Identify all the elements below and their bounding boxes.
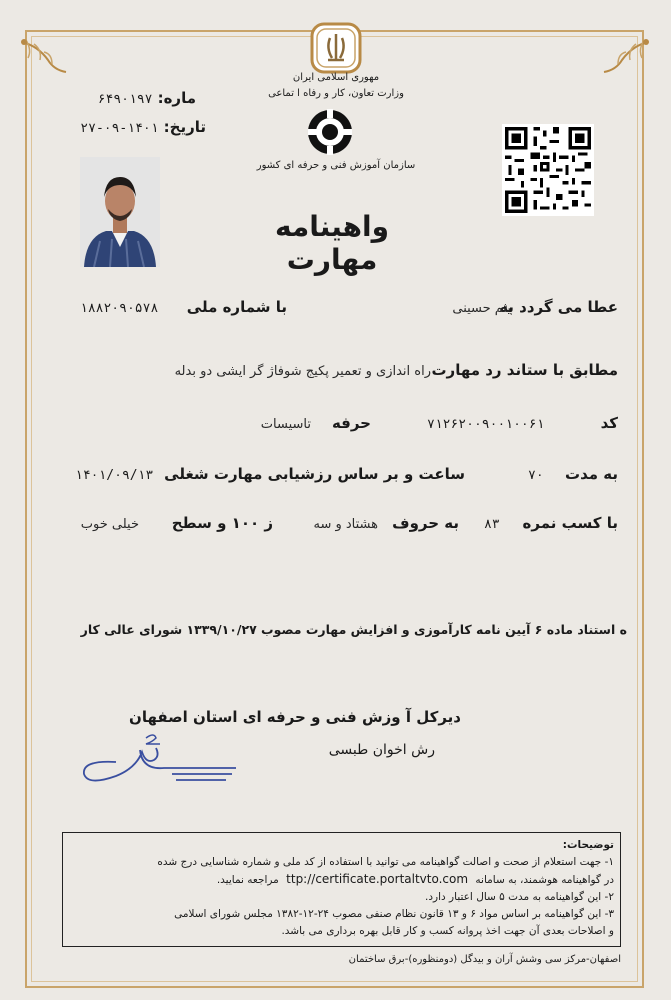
qr-code-icon — [502, 124, 594, 216]
level-label: ز ۱۰۰ و سطح — [171, 514, 273, 532]
issue-date-value: ۱۴۰۱-۰۹-۲۷ — [80, 121, 159, 136]
holder-name: یثم حسینی — [452, 301, 511, 316]
standard-value: راه اندازی و تعمیر پکیج شوفاژ گر ایشی دو بدله — [174, 364, 431, 379]
notes-heading: توضیحات: — [562, 839, 614, 851]
national-id-value: ۱۸۸۲۰۹۰۵۷۸ — [80, 301, 159, 316]
serial-value: ۶۴۹۰۱۹۷ — [97, 92, 153, 107]
header-line-ministry: وزارت تعاون، کار و رفاه ا تماعی — [268, 88, 404, 99]
certificate-url-link[interactable]: ttp://certificate.portaltvto.com — [286, 872, 469, 886]
standard-label: مطابق با ستاند رد مهارت — [431, 361, 618, 379]
header-line-country: مهوری اسلامی ایران — [292, 72, 380, 83]
exam-label: ساعت و بر ساس رزشیابی مهارت شغلی — [164, 465, 465, 483]
issuing-center: اصفهان-مرکز سی وشش آران و بیدگل (دومنظوره)-برق ساختمان — [348, 954, 621, 965]
trade-label: حرفه — [331, 414, 371, 432]
level-value: خیلی خوب — [80, 517, 139, 532]
legal-basis: ه استناد ماده ۶ آیین نامه کارآموزی و افزایش مهارت مصوب ۱۳۳۹/۱۰/۲۷ شورای عالی کار — [80, 622, 627, 637]
notes-line-5: و اصلاحات بعدی آن جهت اخذ پروانه کسب و کار قابل بهره برداری می باشد. — [281, 925, 614, 937]
letters-value: هشتاد و سه — [313, 517, 378, 532]
notes-line-2-post: مراجعه نمایید. — [216, 874, 279, 886]
score-value: ۸۳ — [484, 517, 500, 532]
signatory-name: رش اخوان طبسی — [328, 742, 435, 758]
duration-value: ۷۰ — [528, 468, 544, 483]
corner-ornament-right-icon — [600, 36, 652, 76]
duration-label: به مدت — [565, 465, 618, 483]
tvto-logo-icon — [303, 107, 357, 157]
signature-icon — [76, 730, 246, 790]
iran-emblem-icon — [308, 20, 364, 76]
notes-line-1: ۱- جهت استعلام از صحت و اصالت گواهینامه می توانید با استفاده از کد ملی و شماره شناسایی درج شده — [157, 856, 614, 868]
serial-number — [66, 88, 196, 107]
holder-photo — [80, 157, 160, 267]
notes-line-2 — [69, 871, 614, 889]
trade-value: تاسیسات — [260, 417, 311, 432]
notes-line-3: ۲- این گواهینامه به مدت ۵ سال اعتبار دارد. — [425, 891, 614, 903]
exam-date: ۱۴۰۱/۰۹/۱۳ — [75, 468, 154, 483]
header-org: سازمان آموزش فنی و حرفه ای کشور — [256, 160, 416, 171]
code-label: کد — [600, 414, 618, 432]
notes-line-4: ۳- این گواهینامه بر اساس مواد ۶ و ۱۳ قانون نظام صنفی مصوب ۲۴-۱۲-۱۳۸۲ مجلس شورای اسلامی — [174, 908, 614, 920]
certificate-title: واهینامه مهارت — [274, 210, 390, 276]
score-label: با کسب نمره — [522, 514, 618, 532]
notes-line-2-pre: در گواهینامه هوشمند، به سامانه — [475, 874, 614, 886]
letters-label: به حروف — [392, 514, 459, 532]
signatory-title: دیرکل آ وزش فنی و حرفه ای استان اصفهان — [129, 708, 461, 726]
national-id-label: با شماره ملی — [186, 298, 287, 316]
notes-box — [62, 832, 621, 947]
issue-date-label: تاریخ: — [163, 118, 206, 136]
corner-ornament-left-icon — [18, 36, 70, 76]
person-silhouette-icon — [80, 157, 160, 267]
issue-date — [66, 117, 206, 136]
name-label: عطا می گردد به — [499, 298, 618, 316]
serial-label: ماره: — [157, 89, 196, 107]
code-value: ۷۱۲۶۲۰۰۹۰۰۱۰۰۶۱ — [427, 417, 545, 432]
